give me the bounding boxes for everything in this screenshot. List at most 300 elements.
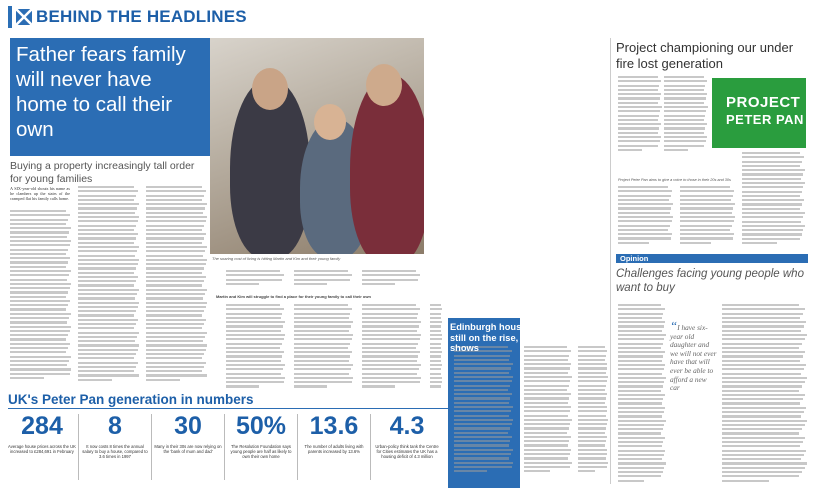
text-line xyxy=(618,97,660,99)
text-line xyxy=(618,338,664,340)
text-line xyxy=(146,289,207,291)
text-line xyxy=(294,304,348,306)
text-line xyxy=(524,376,572,378)
text-line xyxy=(618,454,664,456)
text-line xyxy=(618,368,664,370)
text-line xyxy=(146,229,202,231)
stat-item xyxy=(154,412,222,454)
text-line xyxy=(78,314,134,316)
text-line xyxy=(430,368,441,370)
text-line xyxy=(78,186,134,188)
text-line xyxy=(618,325,664,327)
text-line xyxy=(430,381,442,383)
text-line xyxy=(10,377,44,379)
text-line xyxy=(722,415,801,417)
text-line xyxy=(430,355,441,357)
text-line xyxy=(742,216,803,218)
text-line xyxy=(454,462,513,464)
text-line xyxy=(722,308,805,310)
text-line xyxy=(578,389,605,391)
text-line xyxy=(226,325,283,327)
text-line xyxy=(146,225,204,227)
text-line xyxy=(146,250,205,252)
text-line xyxy=(742,161,802,163)
text-line xyxy=(454,402,509,404)
text-line xyxy=(618,145,658,147)
text-line xyxy=(454,385,510,387)
text-line xyxy=(578,372,606,374)
text-line xyxy=(362,308,420,310)
text-line xyxy=(10,347,68,349)
text-line xyxy=(78,379,112,381)
text-line xyxy=(742,152,800,154)
text-line xyxy=(722,355,803,357)
text-line xyxy=(362,355,418,357)
text-line xyxy=(578,449,607,451)
text-line xyxy=(78,263,138,265)
text-line xyxy=(618,80,661,82)
text-line xyxy=(454,457,509,459)
edinburgh-column-3 xyxy=(578,346,608,474)
text-line xyxy=(618,330,662,332)
text-line xyxy=(10,291,68,293)
text-line xyxy=(524,363,571,365)
text-line xyxy=(78,207,137,209)
text-line xyxy=(618,394,665,396)
text-line xyxy=(362,283,395,285)
text-line xyxy=(78,237,136,239)
text-line xyxy=(722,398,803,400)
story-column-1 xyxy=(10,210,72,381)
family-photo xyxy=(210,38,424,254)
text-line xyxy=(362,313,418,315)
text-line xyxy=(78,353,136,355)
text-line xyxy=(722,437,805,439)
opinion-column-1 xyxy=(618,304,666,484)
pull-quote-text: I have six-year old daughter and we will not ever have that will ever be able to afford a new car xyxy=(670,323,717,393)
text-line xyxy=(680,242,711,244)
text-line xyxy=(454,427,510,429)
text-line xyxy=(294,351,352,353)
text-line xyxy=(362,377,421,379)
text-line xyxy=(10,279,67,281)
text-line xyxy=(78,302,139,304)
text-line xyxy=(524,406,571,408)
text-line xyxy=(226,347,280,349)
text-line xyxy=(722,458,801,460)
text-line xyxy=(680,212,732,214)
text-line xyxy=(618,106,662,108)
text-line xyxy=(146,353,204,355)
opinion-headline: Challenges facing young people who want to buy xyxy=(616,268,804,294)
text-line xyxy=(618,458,662,460)
text-line xyxy=(78,259,139,261)
text-line xyxy=(722,330,801,332)
stat-separator xyxy=(151,414,152,480)
text-line xyxy=(78,297,135,299)
text-line xyxy=(226,355,282,357)
text-line xyxy=(664,89,704,91)
text-line xyxy=(524,397,569,399)
text-line xyxy=(618,132,658,134)
text-line xyxy=(742,229,803,231)
text-line xyxy=(524,393,571,395)
text-line xyxy=(664,76,704,78)
text-line xyxy=(226,373,281,375)
text-line xyxy=(578,359,605,361)
stat-separator xyxy=(297,414,298,480)
text-line xyxy=(294,283,327,285)
text-line xyxy=(524,462,572,464)
text-line xyxy=(722,385,802,387)
text-line xyxy=(524,449,571,451)
text-line xyxy=(430,364,442,366)
headline-box xyxy=(10,38,210,156)
text-line xyxy=(226,343,282,345)
stat-number: 4.3 xyxy=(389,412,425,440)
text-line xyxy=(578,415,606,417)
text-line xyxy=(742,212,805,214)
text-line xyxy=(722,321,806,323)
text-line xyxy=(10,360,69,362)
text-line xyxy=(10,317,69,319)
text-line xyxy=(618,441,663,443)
text-line xyxy=(578,346,605,348)
text-line xyxy=(430,351,442,353)
text-line xyxy=(10,249,68,251)
text-line xyxy=(664,106,708,108)
story-column-2 xyxy=(78,186,140,383)
text-line xyxy=(618,186,668,188)
text-line xyxy=(680,237,733,239)
text-line xyxy=(618,115,659,117)
text-line xyxy=(664,140,706,142)
text-line xyxy=(78,336,137,338)
text-line xyxy=(10,373,70,375)
text-line xyxy=(618,351,665,353)
stat-number: 13.6 xyxy=(309,412,359,440)
text-line xyxy=(618,89,658,91)
project-column-5 xyxy=(742,152,806,246)
text-line xyxy=(742,238,800,240)
stat-description: The number of adults living with parents increased by 13.6% xyxy=(304,444,364,454)
text-line xyxy=(294,385,327,387)
text-line xyxy=(294,364,353,366)
text-line xyxy=(10,257,70,259)
saltire-flag-icon xyxy=(16,9,32,25)
logo-line-1: PROJECT xyxy=(726,94,801,111)
text-line xyxy=(430,330,441,332)
story-lede: A SIX-year-old shouts his name as he clambers up the stairs of the cramped flat his family calls home. xyxy=(10,186,70,201)
stat-item xyxy=(81,412,149,459)
text-line xyxy=(680,229,730,231)
text-line xyxy=(722,432,799,434)
text-line xyxy=(146,280,204,282)
text-line xyxy=(226,385,259,387)
text-line xyxy=(618,149,642,151)
text-line xyxy=(722,445,800,447)
text-line xyxy=(664,102,704,104)
text-line xyxy=(294,373,349,375)
text-line xyxy=(578,470,595,472)
text-line xyxy=(78,255,135,257)
text-line xyxy=(680,225,732,227)
text-line xyxy=(618,190,672,192)
text-line xyxy=(362,347,416,349)
text-line xyxy=(578,410,607,412)
stat-number: 8 xyxy=(108,412,122,440)
text-line xyxy=(454,393,512,395)
text-line xyxy=(78,332,139,334)
text-line xyxy=(618,471,663,473)
text-line xyxy=(742,203,802,205)
text-line xyxy=(618,76,658,78)
text-line xyxy=(294,317,349,319)
edinburgh-title: Edinburgh house prices still on the rise, new data shows xyxy=(450,322,561,353)
text-line xyxy=(618,480,644,482)
text-line xyxy=(742,195,800,197)
text-line xyxy=(722,454,804,456)
section-title: BEHIND THE HEADLINES xyxy=(36,7,247,26)
text-line xyxy=(722,390,799,392)
text-line xyxy=(618,225,670,227)
text-line xyxy=(664,80,707,82)
text-line xyxy=(454,444,509,446)
text-line xyxy=(10,253,66,255)
text-line xyxy=(430,385,441,387)
section-header xyxy=(8,6,598,30)
text-line xyxy=(618,381,664,383)
text-line xyxy=(618,195,671,197)
text-line xyxy=(578,436,607,438)
text-line xyxy=(722,343,802,345)
project-column-1 xyxy=(618,76,662,153)
text-line xyxy=(146,220,206,222)
text-line xyxy=(524,427,569,429)
text-line xyxy=(454,449,513,451)
stat-item xyxy=(300,412,368,454)
text-line xyxy=(742,225,805,227)
text-line xyxy=(78,374,139,376)
text-line xyxy=(578,453,607,455)
text-line xyxy=(524,440,569,442)
text-line xyxy=(10,223,66,225)
text-line xyxy=(10,313,71,315)
stat-separator xyxy=(78,414,79,480)
text-line xyxy=(362,317,417,319)
text-line xyxy=(10,351,66,353)
text-line xyxy=(664,132,704,134)
text-line xyxy=(454,380,512,382)
text-line xyxy=(430,377,442,379)
text-line xyxy=(618,212,670,214)
text-line xyxy=(722,394,805,396)
text-line xyxy=(578,393,607,395)
text-line xyxy=(618,355,663,357)
photo-face-mother xyxy=(366,64,402,106)
text-line xyxy=(362,338,420,340)
text-line xyxy=(226,274,284,276)
text-line xyxy=(454,397,510,399)
text-line xyxy=(578,440,606,442)
story-column-3 xyxy=(146,186,208,383)
text-line xyxy=(78,344,139,346)
text-line xyxy=(454,432,508,434)
text-line xyxy=(146,370,202,372)
project-headline: Project championing our under fire lost generation xyxy=(616,40,794,71)
text-line xyxy=(618,411,664,413)
text-line xyxy=(10,343,70,345)
text-line xyxy=(742,233,802,235)
text-line xyxy=(664,145,704,147)
text-line xyxy=(722,407,806,409)
text-line xyxy=(362,364,421,366)
text-line xyxy=(362,373,417,375)
text-line xyxy=(524,457,568,459)
text-line xyxy=(742,156,804,158)
text-line xyxy=(618,123,661,125)
text-line xyxy=(722,351,805,353)
text-line xyxy=(78,349,138,351)
text-line xyxy=(578,432,605,434)
text-line xyxy=(294,270,348,272)
text-line xyxy=(454,359,509,361)
text-line xyxy=(618,398,663,400)
stat-number: 50% xyxy=(235,412,287,440)
text-line xyxy=(742,182,805,184)
text-line xyxy=(430,321,442,323)
project-column-3 xyxy=(618,186,674,246)
text-line xyxy=(524,415,568,417)
project-column-4 xyxy=(680,186,736,246)
text-line xyxy=(618,85,659,87)
text-line xyxy=(454,410,511,412)
story-column-8 xyxy=(294,304,354,390)
text-line xyxy=(78,195,136,197)
mid-caption: Martin and Kim will struggle to find a place for their young family to call their own xyxy=(216,294,371,299)
text-line xyxy=(10,283,71,285)
text-line xyxy=(664,85,705,87)
text-line xyxy=(146,199,202,201)
text-line xyxy=(146,233,206,235)
text-line xyxy=(618,437,665,439)
text-line xyxy=(722,377,807,379)
text-line xyxy=(664,97,706,99)
text-line xyxy=(524,432,567,434)
text-line xyxy=(146,186,202,188)
text-line xyxy=(618,467,664,469)
story-column-10 xyxy=(430,304,442,390)
text-line xyxy=(742,169,805,171)
text-line xyxy=(680,190,734,192)
text-line xyxy=(146,379,180,381)
text-line xyxy=(78,250,137,252)
text-line xyxy=(742,186,803,188)
text-line xyxy=(430,343,441,345)
text-line xyxy=(78,229,134,231)
text-line xyxy=(722,480,769,482)
text-line xyxy=(146,212,203,214)
text-line xyxy=(146,310,204,312)
text-line xyxy=(10,364,67,366)
text-line xyxy=(524,389,567,391)
text-line xyxy=(294,308,352,310)
text-line xyxy=(10,321,67,323)
text-line xyxy=(10,338,66,340)
stat-item xyxy=(227,412,295,459)
text-line xyxy=(294,360,349,362)
text-line xyxy=(430,347,441,349)
project-peter-pan-logo xyxy=(712,78,806,148)
text-line xyxy=(146,267,204,269)
text-line xyxy=(10,274,69,276)
text-line xyxy=(618,313,663,315)
text-line xyxy=(146,323,204,325)
text-line xyxy=(454,376,513,378)
text-line xyxy=(294,334,353,336)
text-line xyxy=(294,381,352,383)
text-line xyxy=(742,191,802,193)
text-line xyxy=(618,233,672,235)
text-line xyxy=(78,267,136,269)
text-line xyxy=(226,283,259,285)
text-line xyxy=(430,308,442,310)
text-line xyxy=(78,362,138,364)
text-line xyxy=(362,321,421,323)
text-line xyxy=(10,326,71,328)
text-line xyxy=(664,123,707,125)
text-line xyxy=(722,475,799,477)
text-line xyxy=(618,216,673,218)
text-line xyxy=(454,419,513,421)
text-line xyxy=(294,325,351,327)
text-line xyxy=(618,360,662,362)
text-line xyxy=(722,411,804,413)
text-line xyxy=(578,406,607,408)
text-line xyxy=(78,190,138,192)
text-line xyxy=(524,367,570,369)
photo-face-father xyxy=(252,68,288,110)
text-line xyxy=(430,317,441,319)
text-line xyxy=(618,450,665,452)
text-line xyxy=(78,366,136,368)
text-line xyxy=(226,360,281,362)
text-line xyxy=(618,304,661,306)
text-line xyxy=(294,313,350,315)
stat-description: Average house prices across the UK increased to £284,691 in February xyxy=(8,444,76,454)
text-line xyxy=(742,221,801,223)
text-line xyxy=(618,93,661,95)
story-column-6 xyxy=(362,270,422,287)
text-line xyxy=(524,372,568,374)
text-line xyxy=(618,385,663,387)
text-line xyxy=(454,406,513,408)
text-line xyxy=(362,343,418,345)
text-line xyxy=(722,462,807,464)
text-line xyxy=(722,338,805,340)
text-line xyxy=(680,207,733,209)
text-line xyxy=(618,402,662,404)
text-line xyxy=(722,424,805,426)
text-line xyxy=(78,284,134,286)
text-line xyxy=(10,240,71,242)
text-line xyxy=(78,280,136,282)
text-line xyxy=(78,276,138,278)
text-line xyxy=(226,317,281,319)
text-line xyxy=(454,372,509,374)
text-line xyxy=(664,149,688,151)
text-line xyxy=(146,195,204,197)
